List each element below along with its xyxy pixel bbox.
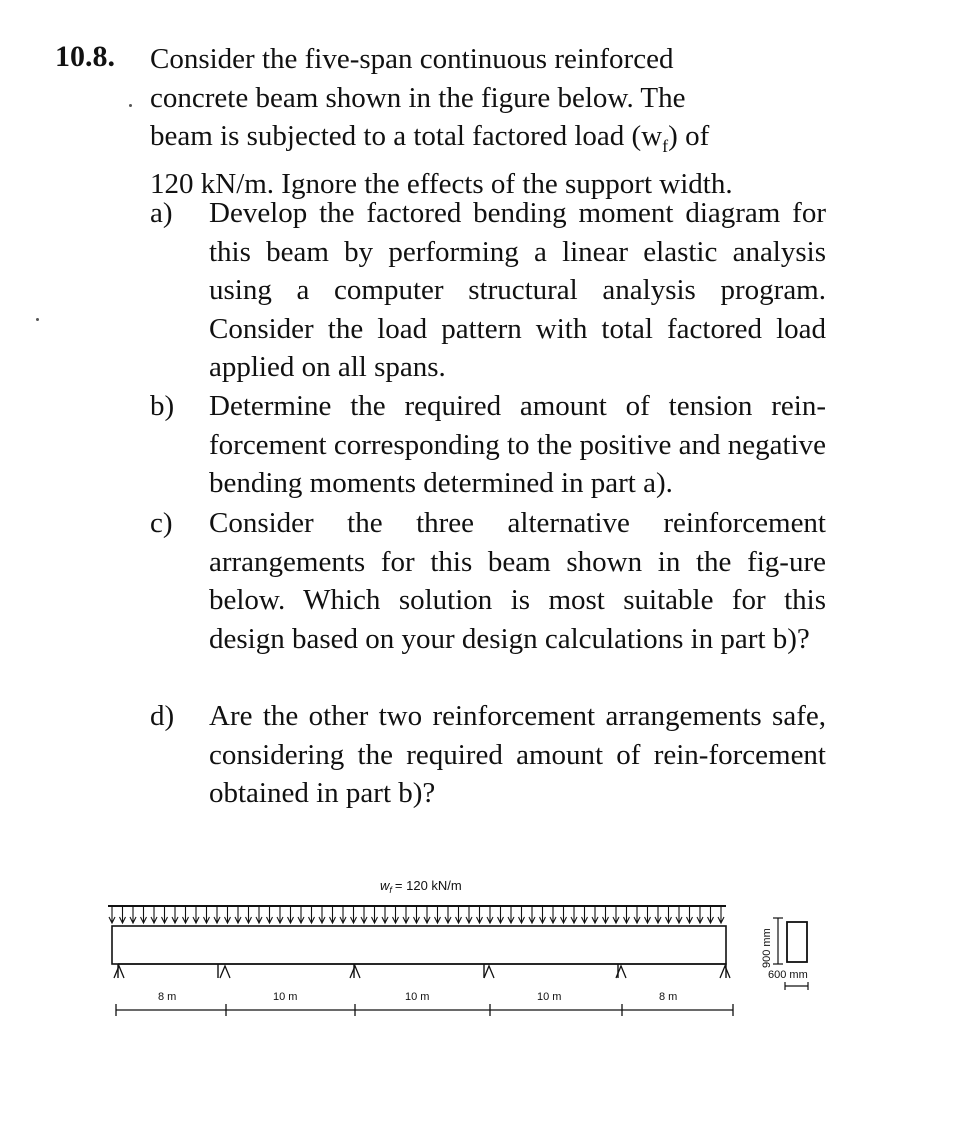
- load-arrow: [603, 906, 609, 923]
- part-b-text: Determine the required amount of tension rein-forcement corresponding to the positive and negative bending moments determined in part a).: [209, 390, 826, 499]
- load-arrow: [508, 906, 514, 923]
- load-arrow: [666, 906, 672, 923]
- section-height-label: 900 mm: [761, 928, 773, 968]
- support-1: [114, 966, 124, 978]
- load-arrow: [645, 906, 651, 923]
- load-arrow: [204, 906, 210, 923]
- load-arrow: [487, 906, 493, 923]
- section-height-dim: [773, 918, 783, 964]
- load-arrow: [214, 906, 220, 923]
- load-arrow: [351, 906, 357, 923]
- support-4: [484, 966, 494, 978]
- load-arrow: [435, 906, 441, 923]
- load-arrow: [477, 906, 483, 923]
- load-arrow: [130, 906, 136, 923]
- load-arrow: [298, 906, 304, 923]
- load-arrow: [708, 906, 714, 923]
- part-a-letter: a): [150, 197, 173, 229]
- load-arrow: [414, 906, 420, 923]
- span-label-1: 8 m: [158, 991, 177, 1003]
- load-arrow: [151, 906, 157, 923]
- intro-line-3: beam is subjected to a total factored load (w: [150, 120, 663, 152]
- intro-line-3-end: ) of: [668, 120, 710, 152]
- intro-line-2: concrete beam shown in the figure below. The: [150, 81, 686, 114]
- load-arrow: [172, 906, 178, 923]
- load-arrow: [592, 906, 598, 923]
- load-arrow: [183, 906, 189, 923]
- load-arrow: [519, 906, 525, 923]
- load-arrow: [340, 906, 346, 923]
- part-b-letter: b): [150, 390, 175, 422]
- problem-number: 10.8.: [55, 40, 115, 73]
- load-arrow: [267, 906, 273, 923]
- intro-line-1: Consider the five-span continuous reinforced: [150, 43, 674, 75]
- load-arrow: [193, 906, 199, 923]
- load-arrow: [330, 906, 336, 923]
- load-arrow: [613, 906, 619, 923]
- beam-diagram: [0, 860, 975, 1040]
- span-label-3: 10 m: [405, 991, 430, 1003]
- load-arrow: [120, 906, 126, 923]
- load-arrow: [540, 906, 546, 923]
- support-2: [220, 966, 230, 978]
- load-arrow: [655, 906, 661, 923]
- load-arrow: [109, 906, 115, 923]
- problem-intro: [150, 40, 825, 204]
- load-arrow: [256, 906, 262, 923]
- part-c-text: Consider the three alternative reinforcement arrangements for this beam shown in the fig-ure below. Which solution is most suitable for this design based on your design calculations in part b)?: [209, 507, 826, 655]
- load-arrow: [561, 906, 567, 923]
- load-arrow: [309, 906, 315, 923]
- span-label-4: 10 m: [537, 991, 562, 1003]
- load-arrow: [718, 906, 724, 923]
- load-arrow: [403, 906, 409, 923]
- span-label-2: 10 m: [273, 991, 298, 1003]
- section-width-dim: [785, 982, 808, 990]
- load-arrow: [424, 906, 430, 923]
- load-arrow: [498, 906, 504, 923]
- section-width-label: 600 mm: [768, 969, 808, 981]
- supports: [114, 966, 730, 978]
- beam: [112, 926, 726, 964]
- load-arrow: [319, 906, 325, 923]
- load-arrow: [676, 906, 682, 923]
- scan-speck: [129, 104, 132, 107]
- load-arrow: [550, 906, 556, 923]
- part-c-letter: c): [150, 507, 173, 539]
- load-arrow: [697, 906, 703, 923]
- intro-subscript: f: [662, 135, 669, 156]
- load-arrow: [382, 906, 388, 923]
- load-arrows: [109, 906, 724, 923]
- span-label-5: 8 m: [659, 991, 678, 1003]
- dimension-line: [116, 1004, 733, 1016]
- load-arrow: [466, 906, 472, 923]
- load-arrow: [372, 906, 378, 923]
- scan-speck: [36, 318, 39, 321]
- load-arrow: [445, 906, 451, 923]
- load-arrow: [634, 906, 640, 923]
- load-arrow: [246, 906, 252, 923]
- load-arrow: [361, 906, 367, 923]
- support-6: [720, 966, 730, 978]
- load-arrow: [582, 906, 588, 923]
- load-arrow: [571, 906, 577, 923]
- part-d-letter: d): [150, 700, 175, 732]
- load-arrow: [624, 906, 630, 923]
- cross-section: [787, 922, 807, 962]
- load-arrow: [225, 906, 231, 923]
- load-arrow: [162, 906, 168, 923]
- load-arrow: [687, 906, 693, 923]
- beam-soffit: [118, 964, 726, 978]
- load-arrow: [529, 906, 535, 923]
- load-arrow: [288, 906, 294, 923]
- load-arrow: [393, 906, 399, 923]
- part-a-text: Develop the factored bending moment diagram for this beam by performing a linear elastic analysis using a computer structural analysis program. Consider the load pattern with total factored load applied on all spans.: [209, 197, 826, 383]
- load-arrow: [277, 906, 283, 923]
- load-arrow: [141, 906, 147, 923]
- intro-line-4: 120 kN/m. Ignore the effects of the support width.: [150, 168, 733, 201]
- load-label: $w_f = 120$ kN/m: [380, 878, 462, 895]
- load-arrow: [456, 906, 462, 923]
- load-arrow: [235, 906, 241, 923]
- part-d-text: Are the other two reinforcement arrangements safe, considering the required amount of rein-forcement obtained in part b)?: [209, 700, 826, 809]
- support-3: [350, 966, 360, 978]
